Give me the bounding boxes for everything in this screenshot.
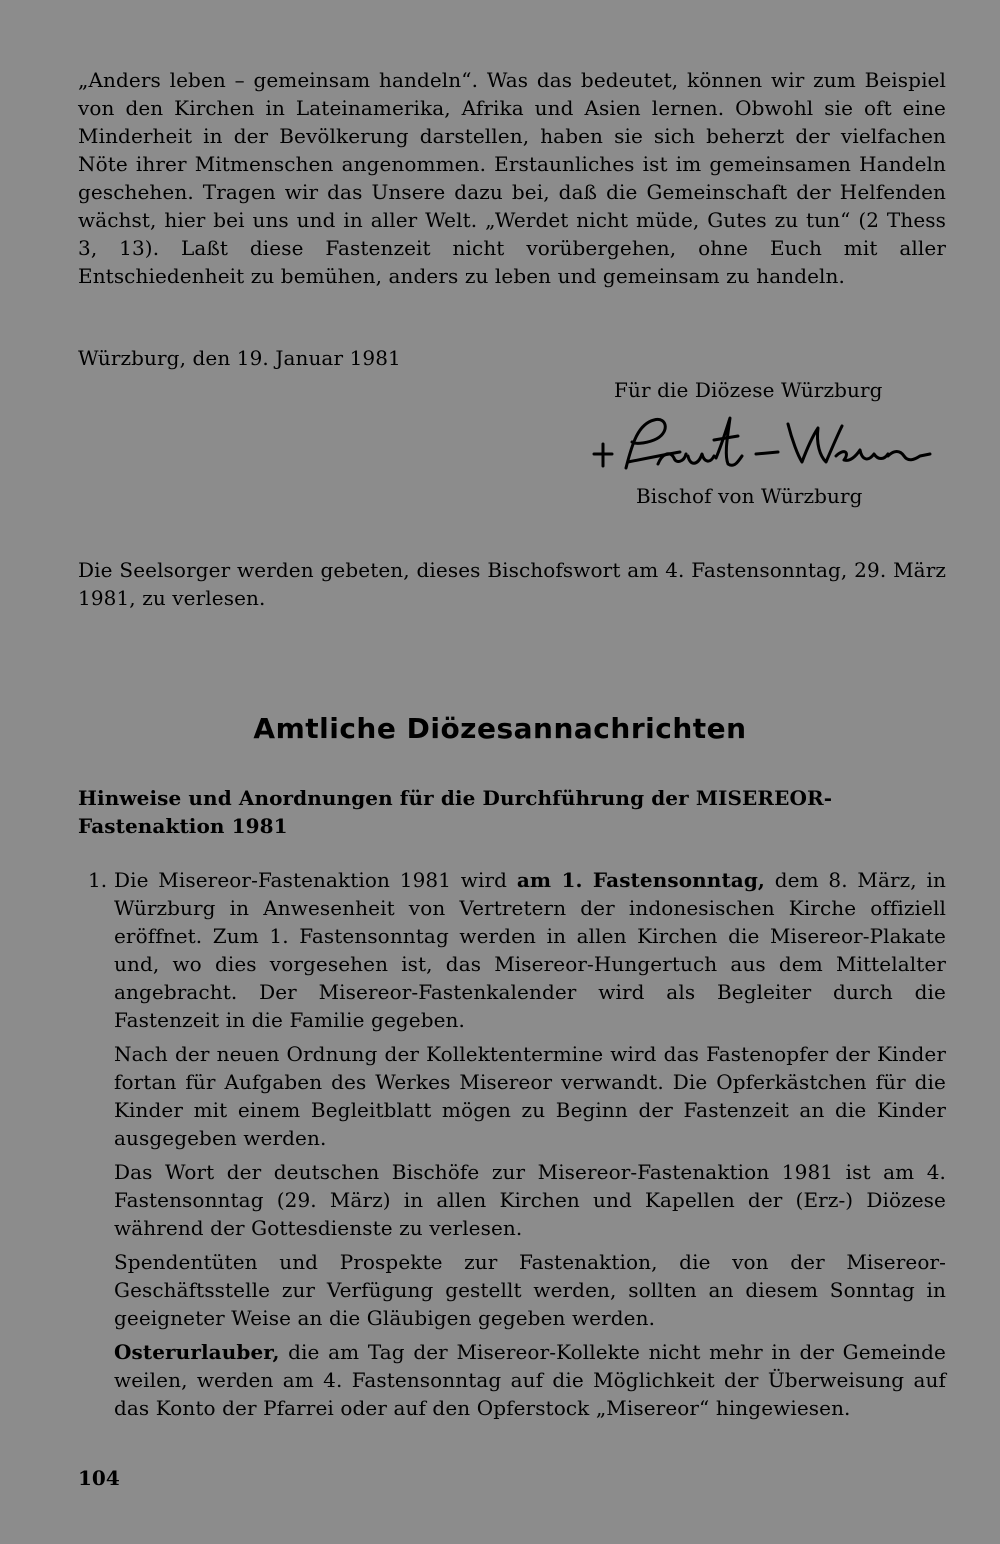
numbered-list <box>88 866 946 1428</box>
item-p5-bold: Osterurlauber, <box>114 1340 280 1364</box>
section-subtitle: Hinweise und Anordnungen für die Durchführung der MISEREOR-Fastenaktion 1981 <box>78 786 833 838</box>
item-paragraph-4: Spendentüten und Prospekte zur Fastenaktion, die von der Misereor-Geschäftsstelle zur Verfügung gestellt werden, sollten an diesem Sonntag in geeigneter Weise an die Gläubigen gegeben werden. <box>114 1250 946 1330</box>
item-p5-text: die am Tag der Misereor-Kollekte nicht mehr in der Gemeinde weilen, werden am 4. Fastensonntag auf die Möglichkeit der Überweisung auf das Konto der Pfarrei oder auf den Opferstock „Misereor“ hingewiesen. <box>114 1340 946 1420</box>
letter-intro-text: „Anders leben – gemeinsam handeln“. Was das bedeutet, können wir zum Beispiel von den Kirchen in Lateinamerika, Afrika und Asien lernen. Obwohl sie oft eine Minderheit in der Bevölkerung darstellen, haben sie sich beherzt der vielfachen Nöte ihrer Mitmenschen angenommen. Erstaunliches ist im gemeinsamen Handeln geschehen. Tragen wir das Unsere dazu bei, daß die Gemeinschaft der Helfenden wächst, hier bei uns und in aller Welt. „Werdet nicht müde, Gutes zu tun“ (2 Thess 3, 13). Laßt diese Fastenzeit nicht vorübergehen, ohne Euch mit aller Entschiedenheit zu bemühen, anders zu leben und gemeinsam zu handeln. <box>78 68 946 288</box>
list-item <box>88 866 946 1428</box>
item-p1-text-b: dem 8. März, in Würzburg in Anwesenheit von Vertretern der indonesischen Kirche offiziell eröffnet. Zum 1. Fastensonntag werden in allen Kirchen die Misereor-Plakate und, wo dies vorgesehen ist, das Misereor-Hungertuch aus dem Mittelalter angebracht. Der Misereor-Fastenkalender wird als Begleiter durch die Fastenzeit in die Familie gegeben. <box>114 868 946 1032</box>
item-paragraph-1 <box>114 866 946 1034</box>
item-paragraph-3: Das Wort der deutschen Bischöfe zur Misereor-Fastenaktion 1981 ist am 4. Fastensonntag (29. März) in allen Kirchen und Kapellen der (Erz-) Diözese während der Gottesdienste zu verlesen. <box>114 1160 946 1240</box>
letter-closing-paragraph <box>78 66 946 290</box>
letter-date-line <box>78 344 946 372</box>
bishop-signature <box>588 404 938 484</box>
item-paragraph-5 <box>114 1338 946 1422</box>
section-title: Amtliche Diözesannachrichten <box>253 712 747 745</box>
item-paragraph-2: Nach der neuen Ordnung der Kollektentermine wird das Fastenopfer der Kinder fortan für Aufgaben des Werkes Misereor verwandt. Die Opferkästchen für die Kinder mit einem Begleitblatt mögen zu Beginn der Fastenzeit an die Kinder ausgegeben werden. <box>114 1042 946 1150</box>
page-number: 104 <box>78 1466 120 1490</box>
item-p1-bold: am 1. Fastensonntag, <box>516 868 765 892</box>
section-subtitle-block <box>78 784 946 840</box>
reading-instruction-text: Die Seelsorger werden gebeten, dieses Bischofswort am 4. Fastensonntag, 29. März 1981, zu verlesen. <box>78 558 946 610</box>
diocese-text: Für die Diözese Würzburg <box>614 378 883 402</box>
list-item-body <box>114 866 946 1428</box>
item-p1-text-a: Die Misereor-Fastenaktion 1981 wird <box>114 868 517 892</box>
signer-title: Bischof von Würzburg <box>636 484 863 508</box>
signer-title-line <box>636 482 936 510</box>
list-item-number: 1. <box>88 868 108 892</box>
reading-instruction <box>78 556 946 612</box>
diocese-line <box>614 376 944 404</box>
signature-scribble-icon <box>588 404 938 484</box>
letter-date: Würzburg, den 19. Januar 1981 <box>78 346 401 370</box>
